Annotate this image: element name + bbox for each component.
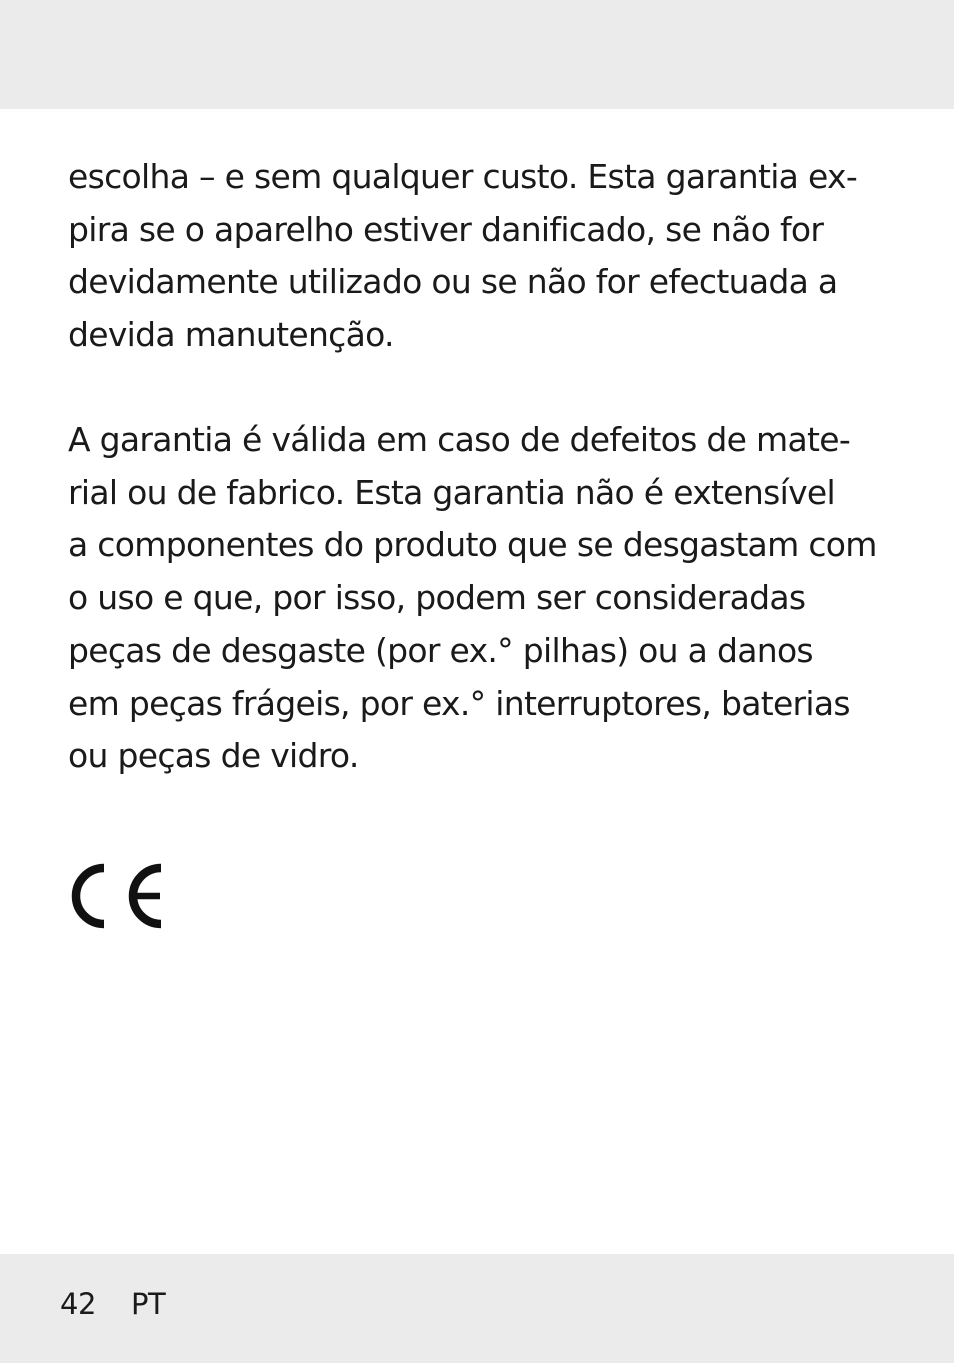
top-margin-band bbox=[0, 0, 954, 109]
paragraph-line: escolha – e sem qualquer custo. Esta garantia ex- bbox=[68, 157, 858, 196]
paragraph-line: devidamente utilizado ou se não for efectuada a bbox=[68, 262, 838, 302]
paragraph-line: A garantia é válida em caso de defeitos de mate- bbox=[68, 420, 851, 459]
paragraph-line: pira se o aparelho estiver danificado, se não for bbox=[68, 209, 824, 249]
warranty-paragraph-1 bbox=[68, 151, 898, 362]
paragraph-line: o uso e que, por isso, podem ser consideradas bbox=[68, 578, 806, 618]
page-number: 42 bbox=[60, 1287, 96, 1321]
ce-mark-icon bbox=[66, 860, 166, 932]
paragraph-line: devida manutenção. bbox=[68, 315, 394, 355]
paragraph-line: ou peças de vidro. bbox=[68, 736, 359, 776]
language-code: PT bbox=[131, 1287, 166, 1321]
paragraph-line: em peças frágeis, por ex.° interruptores, baterias bbox=[68, 683, 850, 723]
paragraph-line: rial ou de fabrico. Esta garantia não é extensível bbox=[68, 472, 835, 512]
warranty-paragraph-2 bbox=[68, 414, 898, 783]
paragraph-line: peças de desgaste (por ex.° pilhas) ou a danos bbox=[68, 630, 813, 670]
paragraph-line: a componentes do produto que se desgastam com bbox=[68, 525, 877, 565]
